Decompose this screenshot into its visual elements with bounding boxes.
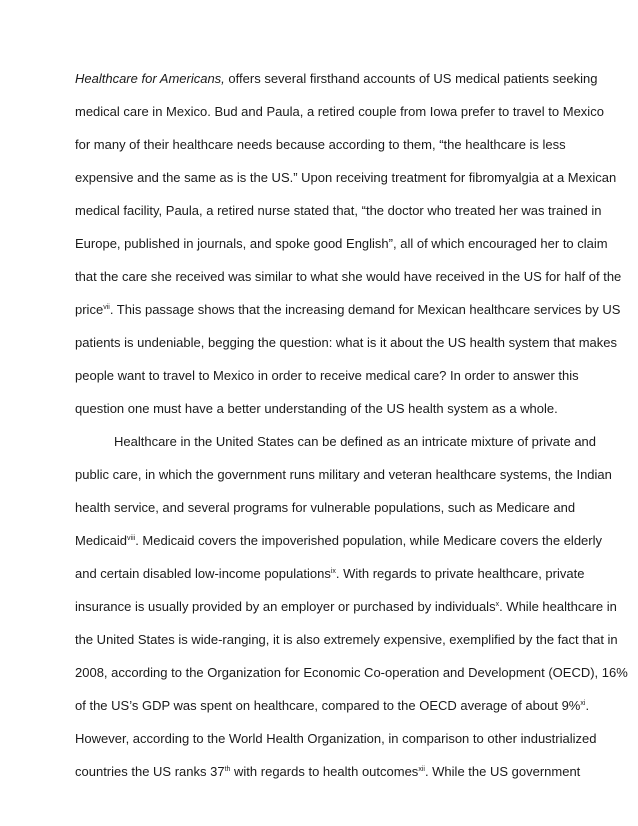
text-line: the United States is wide-ranging, it is also extremely expensive, exemplified by the fact that in	[75, 632, 618, 647]
text-line: medical care in Mexico. Bud and Paula, a retired couple from Iowa prefer to travel to Mexico	[75, 104, 604, 119]
text-line: However, according to the World Health Organization, in comparison to other industrialized	[75, 731, 597, 746]
text-line: Healthcare for Americans, offers several firsthand accounts of US medical patients seeking	[75, 71, 598, 86]
text-line: of the US’s GDP was spent on healthcare, compared to the OECD average of about 9%$^{xi}$.	[75, 698, 590, 713]
text-line: medical facility, Paula, a retired nurse stated that, “the doctor who treated her was trained in	[75, 203, 602, 218]
endnote-marker: ix	[330, 568, 336, 575]
text-line: 2008, according to the Organization for Economic Co-operation and Development (OECD), 16%	[75, 665, 628, 680]
text-line: health service, and several programs for vulnerable populations, such as Medicare and	[75, 500, 576, 515]
endnote-marker: x	[495, 601, 500, 608]
text-line: and certain disabled low-income populations$^{ix}$. With regards to private healthcare, private	[75, 566, 585, 581]
book-title: Healthcare for Americans,	[75, 71, 225, 86]
text-line: public care, in which the government runs military and veteran healthcare systems, the Indian	[75, 467, 612, 482]
endnote-marker: xi	[580, 700, 586, 707]
text-line: patients is undeniable, begging the question: what is it about the US health system that makes	[75, 335, 618, 350]
text-line: Europe, published in journals, and spoke good English”, all of which encouraged her to claim	[75, 236, 608, 251]
paragraph-start-line: Healthcare in the United States can be defined as an intricate mixture of private and	[114, 434, 597, 449]
text-line: question one must have a better understanding of the US health system as a whole.	[75, 401, 558, 416]
text-line: countries the US ranks 37th with regards to health outcomes$^{xii}$. While the US government	[75, 764, 581, 779]
text-line: Medicaid$^{viii}$. Medicaid covers the impoverished population, while Medicare covers the elderly	[75, 533, 602, 548]
text-line: that the care she received was similar to what she would have received in the US for half of the	[75, 269, 622, 284]
ordinal-suffix: th	[224, 766, 231, 773]
endnote-marker: viii	[127, 535, 136, 542]
text-line: for many of their healthcare needs because according to them, “the healthcare is less	[75, 137, 566, 152]
text-line: insurance is usually provided by an employer or purchased by individuals$^x$. While healthcare in	[75, 599, 617, 614]
endnote-marker: xii	[418, 766, 425, 773]
text-line: people want to travel to Mexico in order to receive medical care? In order to answer this	[75, 368, 579, 383]
text-line: expensive and the same as is the US.” Upon receiving treatment for fibromyalgia at a Mexican	[75, 170, 617, 185]
endnote-marker: vii	[103, 304, 110, 311]
text-line: price$^{vii}$. This passage shows that the increasing demand for Mexican healthcare services by US	[75, 302, 621, 317]
